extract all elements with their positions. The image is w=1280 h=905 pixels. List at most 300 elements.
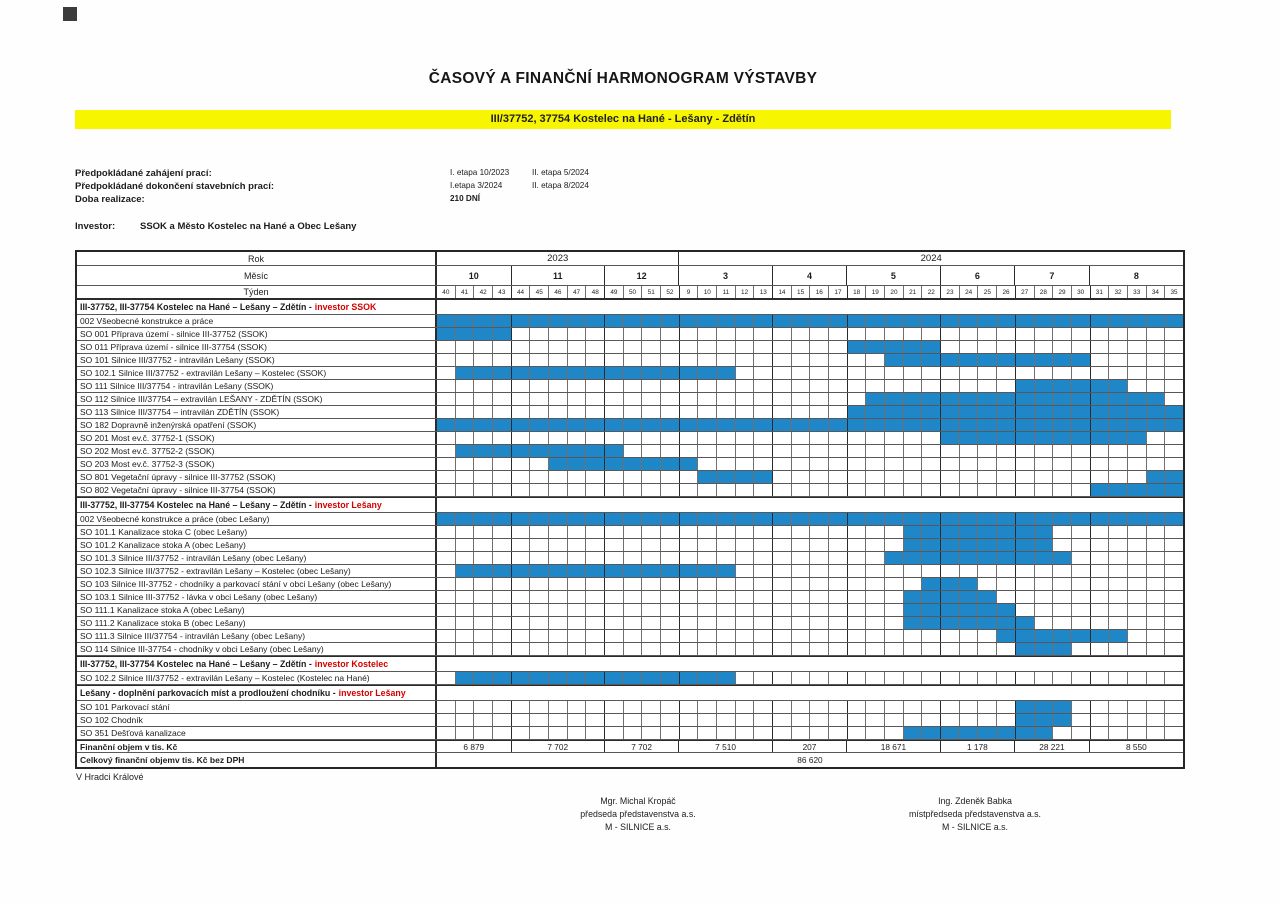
task-cells — [437, 643, 1183, 655]
gantt-bar-cell — [661, 419, 680, 431]
gantt-bar-cell — [568, 565, 587, 577]
week-cell — [568, 643, 587, 655]
week-cell — [736, 714, 755, 726]
week-cell — [829, 727, 848, 739]
week-cell — [848, 643, 867, 655]
week-cell — [978, 630, 997, 642]
week-cell — [1072, 367, 1091, 379]
gantt-bar-cell — [456, 565, 475, 577]
week-cell — [680, 552, 699, 564]
week-cell — [904, 380, 923, 392]
gantt-bar-cell — [605, 672, 624, 684]
week-cell — [941, 643, 960, 655]
week-cell — [941, 565, 960, 577]
week-cell — [1128, 445, 1147, 457]
week-cell — [474, 552, 493, 564]
week-cell — [642, 701, 661, 713]
gantt-bar-cell — [698, 565, 717, 577]
gantt-bar-cell — [1035, 552, 1054, 564]
week-cell — [568, 727, 587, 739]
week-cell — [642, 393, 661, 405]
week-cell — [1109, 445, 1128, 457]
week-number-cell: 28 — [1035, 286, 1054, 298]
week-cell — [736, 565, 755, 577]
gantt-bar-cell — [1128, 513, 1147, 525]
week-cell — [773, 701, 792, 713]
info-line-duration — [75, 194, 481, 207]
week-cell — [810, 701, 829, 713]
week-cell — [736, 380, 755, 392]
week-cell — [754, 406, 773, 418]
week-cell — [1035, 672, 1054, 684]
task-cells — [437, 591, 1183, 603]
task-row — [77, 432, 1183, 445]
gantt-bar-cell — [1072, 630, 1091, 642]
gantt-bar-cell — [773, 419, 792, 431]
week-cell — [512, 328, 531, 340]
task-label: SO 113 Silnice III/37754 – intravilán ZDĚTÍN (SSOK) — [77, 406, 437, 418]
task-row — [77, 672, 1183, 685]
week-cell — [586, 643, 605, 655]
week-cell — [773, 539, 792, 551]
month-cell: 6 — [941, 266, 1016, 285]
gantt-bar-cell — [978, 513, 997, 525]
week-cell — [904, 445, 923, 457]
week-cell — [960, 630, 979, 642]
task-row — [77, 393, 1183, 406]
week-cell — [586, 526, 605, 538]
week-cell — [493, 406, 512, 418]
gantt-bar-cell — [997, 406, 1016, 418]
week-cell — [810, 526, 829, 538]
gantt-bar-cell — [717, 672, 736, 684]
week-cell — [1035, 471, 1054, 483]
gantt-bar-cell — [717, 565, 736, 577]
week-cell — [549, 552, 568, 564]
week-cell — [810, 484, 829, 496]
week-cell — [773, 643, 792, 655]
week-cell — [586, 341, 605, 353]
week-cell — [773, 604, 792, 616]
gantt-bar-cell — [437, 419, 456, 431]
gantt-bar-cell — [1016, 432, 1035, 444]
week-cell — [1035, 578, 1054, 590]
week-cell — [866, 471, 885, 483]
week-cell — [773, 393, 792, 405]
week-cell — [904, 328, 923, 340]
gantt-bar-cell — [754, 471, 773, 483]
gantt-bar-cell — [1147, 471, 1166, 483]
week-cell — [437, 539, 456, 551]
week-cell — [1091, 578, 1110, 590]
week-cell — [754, 367, 773, 379]
gantt-bar-cell — [605, 315, 624, 327]
gantt-bar-cell — [960, 354, 979, 366]
week-cell — [530, 727, 549, 739]
week-cell — [922, 565, 941, 577]
week-cell — [810, 727, 829, 739]
week-cell — [717, 341, 736, 353]
week-cell — [773, 484, 792, 496]
task-cells — [437, 604, 1183, 616]
gantt-bar-cell — [1147, 513, 1166, 525]
gantt-bar-cell — [1091, 484, 1110, 496]
gantt-bar-cell — [698, 367, 717, 379]
week-cell — [829, 552, 848, 564]
gantt-bar-cell — [530, 513, 549, 525]
week-cell — [661, 354, 680, 366]
week-cell — [978, 341, 997, 353]
week-cell — [866, 484, 885, 496]
gantt-bar-cell — [474, 367, 493, 379]
week-cell — [1053, 484, 1072, 496]
task-label: SO 111.2 Kanalizace stoka B (obec Lešany) — [77, 617, 437, 629]
week-cell — [698, 484, 717, 496]
week-cell — [960, 484, 979, 496]
week-cell — [792, 341, 811, 353]
week-cell — [1128, 727, 1147, 739]
week-cell — [680, 578, 699, 590]
gantt-bar-cell — [1016, 526, 1035, 538]
week-cell — [1016, 458, 1035, 470]
gantt-bar-cell — [568, 513, 587, 525]
section-header-row — [77, 656, 1183, 672]
week-cell — [568, 354, 587, 366]
week-cell — [885, 380, 904, 392]
week-number-cell: 9 — [680, 286, 699, 298]
week-cell — [680, 539, 699, 551]
week-cell — [493, 471, 512, 483]
gantt-bar-cell — [941, 432, 960, 444]
week-cell — [549, 393, 568, 405]
investor-value: SSOK a Město Kostelec na Hané a Obec Lešany — [140, 221, 357, 232]
week-cell — [904, 432, 923, 444]
week-cell — [997, 672, 1016, 684]
week-cell — [512, 484, 531, 496]
week-cell — [829, 367, 848, 379]
week-cell — [717, 458, 736, 470]
task-label: SO 351 Dešťová kanalizace — [77, 727, 437, 739]
week-cell — [493, 591, 512, 603]
week-cell — [792, 393, 811, 405]
week-cell — [605, 341, 624, 353]
gantt-bar-cell — [997, 604, 1016, 616]
week-cell — [549, 328, 568, 340]
gantt-bar-cell — [642, 513, 661, 525]
week-cell — [624, 539, 643, 551]
week-cell — [829, 578, 848, 590]
gantt-bar-cell — [904, 617, 923, 629]
week-cell — [1016, 367, 1035, 379]
subtitle-bar: III/37752, 37754 Kostelec na Hané - Lešany - Zdětín — [75, 110, 1171, 129]
week-cell — [456, 458, 475, 470]
gantt-bar-cell — [661, 367, 680, 379]
gantt-bar-cell — [1016, 714, 1035, 726]
week-cell — [997, 565, 1016, 577]
week-cell — [1128, 630, 1147, 642]
week-cell — [960, 471, 979, 483]
week-cell — [792, 539, 811, 551]
task-cells — [437, 419, 1183, 431]
week-cell — [1072, 701, 1091, 713]
gantt-bar-cell — [1016, 539, 1035, 551]
week-cell — [1165, 341, 1183, 353]
task-cells — [437, 341, 1183, 353]
week-cell — [549, 380, 568, 392]
info-value-1: I.etapa 3/2024 — [450, 181, 503, 190]
week-cell — [1165, 727, 1183, 739]
week-cell — [1016, 672, 1035, 684]
gantt-bar-cell — [1091, 393, 1110, 405]
week-cell — [437, 458, 456, 470]
week-cell — [456, 380, 475, 392]
gantt-bar-cell — [1035, 643, 1054, 655]
week-cell — [474, 393, 493, 405]
week-cell — [530, 539, 549, 551]
gantt-bar-cell — [624, 367, 643, 379]
gantt-bar-cell — [512, 672, 531, 684]
gantt-bar-cell — [1016, 513, 1035, 525]
week-cell — [456, 354, 475, 366]
task-cells — [437, 701, 1183, 713]
week-cell — [1165, 617, 1183, 629]
week-cell — [904, 484, 923, 496]
finance-value-cell: 1 178 — [941, 741, 1016, 752]
week-cell — [754, 727, 773, 739]
week-number-cell: 25 — [978, 286, 997, 298]
week-cell — [717, 328, 736, 340]
gantt-bar-cell — [1035, 419, 1054, 431]
gantt-bar-cell — [605, 458, 624, 470]
week-number-cell: 11 — [717, 286, 736, 298]
week-cell — [512, 393, 531, 405]
week-cell — [549, 354, 568, 366]
gantt-bar-cell — [1091, 513, 1110, 525]
gantt-bar-cell — [941, 315, 960, 327]
week-cell — [941, 471, 960, 483]
task-label: SO 111.3 Silnice III/37754 - intravilán Lešany (obec Lešany) — [77, 630, 437, 642]
week-cell — [922, 380, 941, 392]
week-cell — [810, 354, 829, 366]
gantt-bar-cell — [978, 354, 997, 366]
week-cell — [1147, 432, 1166, 444]
week-cell — [568, 380, 587, 392]
week-cell — [680, 432, 699, 444]
week-cell — [624, 328, 643, 340]
week-cell — [941, 630, 960, 642]
week-cell — [1147, 714, 1166, 726]
gantt-bar-cell — [642, 565, 661, 577]
gantt-bar-cell — [493, 513, 512, 525]
gantt-bar-cell — [829, 315, 848, 327]
week-cell — [810, 643, 829, 655]
month-row-label: Měsíc — [77, 266, 437, 285]
task-label: SO 103.1 Silnice III-37752 - lávka v obci Lešany (obec Lešany) — [77, 591, 437, 603]
week-cell — [978, 701, 997, 713]
gantt-bar-cell — [1072, 315, 1091, 327]
week-cell — [624, 630, 643, 642]
week-cell — [717, 630, 736, 642]
task-label: SO 202 Most ev.č. 37752-2 (SSOK) — [77, 445, 437, 457]
week-cell — [754, 328, 773, 340]
week-cell — [605, 354, 624, 366]
week-cell — [1128, 471, 1147, 483]
gantt-bar-cell — [1016, 630, 1035, 642]
week-cell — [754, 578, 773, 590]
week-cell — [493, 643, 512, 655]
week-cell — [1053, 341, 1072, 353]
week-cell — [866, 701, 885, 713]
gantt-bar-cell — [997, 617, 1016, 629]
week-cell — [605, 578, 624, 590]
week-cell — [493, 714, 512, 726]
week-cell — [1165, 393, 1183, 405]
week-cell — [680, 643, 699, 655]
week-cell — [568, 393, 587, 405]
finance-row-label: Finanční objem v tis. Kč — [77, 741, 437, 752]
week-cell — [773, 380, 792, 392]
week-cell — [978, 578, 997, 590]
finance-value-cell: 207 — [773, 741, 848, 752]
total-cells — [437, 753, 1183, 767]
gantt-bar-cell — [885, 393, 904, 405]
week-cell — [978, 380, 997, 392]
week-number-cells — [437, 286, 1183, 298]
gantt-bar-cell — [904, 315, 923, 327]
gantt-bar-cell — [960, 604, 979, 616]
gantt-bar-cell — [1016, 393, 1035, 405]
gantt-bar-cell — [493, 445, 512, 457]
gantt-bar-cell — [1016, 552, 1035, 564]
section-header-grid — [437, 300, 1183, 314]
gantt-bar-cell — [642, 315, 661, 327]
week-cell — [848, 471, 867, 483]
week-cell — [437, 727, 456, 739]
week-cell — [1016, 578, 1035, 590]
gantt-bar-cell — [1035, 432, 1054, 444]
week-cell — [829, 630, 848, 642]
gantt-bar-cell — [1128, 315, 1147, 327]
week-cell — [997, 445, 1016, 457]
gantt-bar-cell — [941, 727, 960, 739]
gantt-bar-cell — [680, 672, 699, 684]
finance-value-cell: 6 879 — [437, 741, 512, 752]
week-cell — [885, 565, 904, 577]
week-cell — [680, 406, 699, 418]
week-cell — [549, 471, 568, 483]
week-cell — [773, 367, 792, 379]
week-cell — [792, 445, 811, 457]
week-cell — [549, 617, 568, 629]
week-cell — [474, 701, 493, 713]
gantt-bar-cell — [922, 604, 941, 616]
week-cell — [829, 406, 848, 418]
week-cell — [493, 727, 512, 739]
week-cell — [717, 380, 736, 392]
task-row — [77, 701, 1183, 714]
week-cell — [605, 552, 624, 564]
gantt-bar-cell — [904, 727, 923, 739]
week-cell — [922, 484, 941, 496]
gantt-bar-cell — [493, 328, 512, 340]
week-cell — [437, 643, 456, 655]
week-cell — [829, 471, 848, 483]
week-number-cell: 15 — [792, 286, 811, 298]
week-cell — [717, 578, 736, 590]
week-row-label: Týden — [77, 286, 437, 298]
gantt-bar-cell — [568, 367, 587, 379]
week-cell — [904, 701, 923, 713]
week-cell — [1147, 672, 1166, 684]
gantt-bar-cell — [493, 315, 512, 327]
week-cell — [530, 617, 549, 629]
week-cell — [736, 354, 755, 366]
week-cell — [1147, 604, 1166, 616]
week-cell — [1109, 672, 1128, 684]
week-cell — [456, 617, 475, 629]
week-cell — [512, 552, 531, 564]
signature-block-1 — [508, 795, 768, 834]
week-cell — [1109, 552, 1128, 564]
week-cell — [736, 552, 755, 564]
gantt-bar-cell — [1128, 393, 1147, 405]
total-row-label: Celkový finanční objemv tis. Kč bez DPH — [77, 753, 437, 767]
week-cell — [530, 393, 549, 405]
week-cell — [474, 354, 493, 366]
week-cell — [568, 484, 587, 496]
week-cell — [456, 341, 475, 353]
week-cell — [1109, 565, 1128, 577]
finance-value-cell: 8 550 — [1125, 741, 1147, 752]
task-row — [77, 445, 1183, 458]
week-cell — [866, 367, 885, 379]
week-cell — [661, 406, 680, 418]
task-cells — [437, 565, 1183, 577]
week-cell — [1053, 367, 1072, 379]
week-cell — [1109, 617, 1128, 629]
task-cells — [437, 445, 1183, 457]
week-cell — [866, 591, 885, 603]
gantt-bar-cell — [512, 367, 531, 379]
finance-value-cell: 28 221 — [1015, 741, 1090, 752]
signature-role: předseda představenstva a.s. — [580, 809, 696, 819]
week-cell — [605, 406, 624, 418]
gantt-bar-cell — [1035, 539, 1054, 551]
section-header-investor: investor Lešany — [338, 688, 406, 698]
gantt-bar-cell — [904, 552, 923, 564]
week-cell — [754, 393, 773, 405]
week-cell — [829, 591, 848, 603]
week-cell — [885, 471, 904, 483]
week-cell — [885, 328, 904, 340]
week-number-cell: 21 — [904, 286, 923, 298]
week-cell — [717, 406, 736, 418]
week-cell — [698, 328, 717, 340]
gantt-bar-cell — [1053, 552, 1072, 564]
week-cell — [997, 328, 1016, 340]
finance-value-cell: 7 510 — [679, 741, 772, 752]
week-cell — [754, 354, 773, 366]
week-cell — [549, 539, 568, 551]
week-cell — [960, 701, 979, 713]
week-cell — [474, 714, 493, 726]
gantt-bar-cell — [493, 672, 512, 684]
week-cell — [978, 643, 997, 655]
week-cell — [624, 643, 643, 655]
week-cell — [568, 591, 587, 603]
gantt-bar-cell — [586, 458, 605, 470]
week-cell — [624, 432, 643, 444]
